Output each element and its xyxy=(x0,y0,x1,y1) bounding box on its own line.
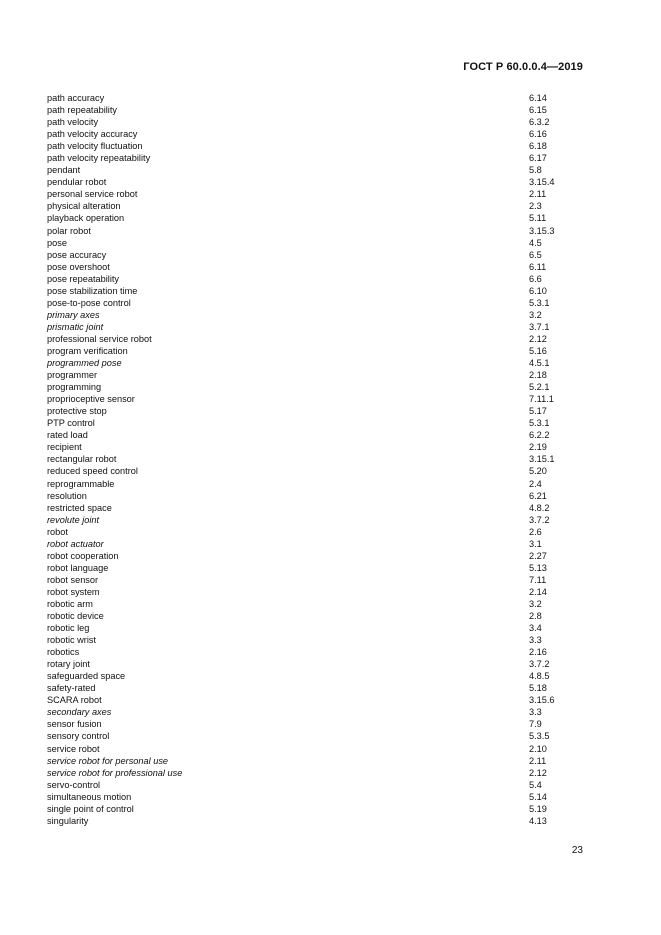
index-reference: 5.17 xyxy=(529,406,547,417)
index-entry xyxy=(47,465,587,477)
index-term: pose-to-pose control xyxy=(47,297,131,308)
index-term: pose xyxy=(47,237,67,248)
index-term: rotary joint xyxy=(47,659,90,670)
index-entry xyxy=(47,249,587,261)
index-entry xyxy=(47,152,587,164)
index-term: path accuracy xyxy=(47,93,105,103)
index-reference: 2.12 xyxy=(529,767,547,778)
index-term: robotic device xyxy=(47,611,104,622)
index-term: robotics xyxy=(47,647,80,658)
index-reference: 2.18 xyxy=(529,370,547,381)
index-reference: 6.17 xyxy=(529,153,547,164)
index-entry xyxy=(47,116,587,128)
index-entry xyxy=(47,285,587,297)
index-term: singularity xyxy=(47,815,89,826)
index-reference: 6.3.2 xyxy=(529,117,550,128)
index-term: robot system xyxy=(47,586,100,597)
index-reference: 3.2 xyxy=(529,598,542,609)
index-term: path velocity xyxy=(47,117,99,128)
index-entry xyxy=(47,393,587,405)
index-reference: 2.16 xyxy=(529,647,547,658)
page-number: 23 xyxy=(571,845,583,856)
index-reference: 3.15.4 xyxy=(529,177,555,188)
index-entry xyxy=(47,502,587,514)
index-entry xyxy=(47,369,587,381)
index-entry xyxy=(47,562,587,574)
index-term: reprogrammable xyxy=(47,478,115,489)
index-term: sensory control xyxy=(47,731,110,742)
index-term: safeguarded space xyxy=(47,671,126,682)
index-reference: 6.5 xyxy=(529,249,542,260)
index-term: service robot for personal use xyxy=(47,755,169,766)
index-entry xyxy=(47,755,587,767)
index-term: secondary axes xyxy=(47,707,112,718)
index-term: service robot for professional use xyxy=(47,767,183,778)
index-entry xyxy=(47,634,587,646)
index-reference: 2.11 xyxy=(529,755,547,766)
index-reference: 4.5 xyxy=(529,237,542,248)
index-reference: 5.3.5 xyxy=(529,731,550,742)
index-entry xyxy=(47,743,587,755)
index-reference: 2.4 xyxy=(529,478,542,489)
index-term: prismatic joint xyxy=(47,321,104,332)
index-term: restricted space xyxy=(47,502,112,513)
index-entry xyxy=(47,682,587,694)
index-entry xyxy=(47,237,587,249)
index-entry xyxy=(47,478,587,490)
index-reference: 6.16 xyxy=(529,129,547,140)
index-term: path velocity fluctuation xyxy=(47,141,143,152)
index-reference: 6.10 xyxy=(529,285,547,296)
index-entry xyxy=(47,586,587,598)
index-term: program verification xyxy=(47,345,128,356)
index-term: pose accuracy xyxy=(47,249,107,260)
index-reference: 4.8.5 xyxy=(529,671,550,682)
index-term: professional service robot xyxy=(47,333,152,344)
index-entry xyxy=(47,803,587,815)
index-entry xyxy=(47,164,587,176)
index-reference: 3.4 xyxy=(529,623,542,634)
index-term: path velocity repeatability xyxy=(47,153,151,164)
index-entry xyxy=(47,417,587,429)
index-term: programmer xyxy=(47,370,98,381)
index-reference: 5.3.1 xyxy=(529,418,550,429)
index-reference: 5.14 xyxy=(529,791,547,802)
index-term: reduced speed control xyxy=(47,466,138,477)
index-term: sensor fusion xyxy=(47,719,102,730)
index-reference: 3.1 xyxy=(529,538,542,549)
index-entry xyxy=(47,261,587,273)
index-reference: 3.7.2 xyxy=(529,514,550,525)
index-reference: 6.2.2 xyxy=(529,430,550,441)
index-entry xyxy=(47,429,587,441)
index-entry xyxy=(47,273,587,285)
index-term: robot sensor xyxy=(47,574,99,585)
index-term: SCARA robot xyxy=(47,695,102,706)
index-term: simultaneous motion xyxy=(47,791,132,802)
index-term: path repeatability xyxy=(47,105,117,116)
index-entry xyxy=(47,453,587,465)
index-entry xyxy=(47,598,587,610)
index-term: resolution xyxy=(47,490,87,501)
index-term: recipient xyxy=(47,442,82,453)
index-reference: 4.8.2 xyxy=(529,502,550,513)
index-term: rated load xyxy=(47,430,88,441)
index-entry xyxy=(47,200,587,212)
index-reference: 4.5.1 xyxy=(529,358,550,369)
index-reference: 3.2 xyxy=(529,309,542,320)
index-reference: 5.18 xyxy=(529,683,547,694)
index-entry xyxy=(47,212,587,224)
index-reference: 7.11 xyxy=(529,574,547,585)
index-reference: 3.15.6 xyxy=(529,695,555,706)
index-term: pose stabilization time xyxy=(47,285,138,296)
index-entry xyxy=(47,140,587,152)
index-entry xyxy=(47,815,587,827)
index-entry xyxy=(47,730,587,742)
index-entry xyxy=(47,791,587,803)
index-reference: 2.10 xyxy=(529,743,547,754)
index-term: pendant xyxy=(47,165,81,176)
index-term: robotic arm xyxy=(47,598,93,609)
index-reference: 3.15.1 xyxy=(529,454,555,465)
index-reference: 6.15 xyxy=(529,105,547,116)
index-entry xyxy=(47,309,587,321)
index-entry xyxy=(47,225,587,237)
index-term: PTP control xyxy=(47,418,95,429)
index-reference: 6.18 xyxy=(529,141,547,152)
index-entry xyxy=(47,381,587,393)
index-reference: 5.4 xyxy=(529,779,542,790)
index-term: pendular robot xyxy=(47,177,107,188)
index-reference: 2.3 xyxy=(529,201,542,212)
index-reference: 5.19 xyxy=(529,803,547,814)
index-reference: 6.11 xyxy=(529,261,547,272)
index-term: polar robot xyxy=(47,225,91,236)
index-term: protective stop xyxy=(47,406,107,417)
index-reference: 2.27 xyxy=(529,550,547,561)
index-term: personal service robot xyxy=(47,189,138,200)
index-entry xyxy=(47,538,587,550)
index-term: revolute joint xyxy=(47,514,100,525)
index-term: programming xyxy=(47,382,102,393)
index-term: programmed pose xyxy=(47,358,122,369)
index-entry xyxy=(47,321,587,333)
index-reference: 7.9 xyxy=(529,719,542,730)
index-entry xyxy=(47,767,587,779)
index-reference: 6.6 xyxy=(529,273,542,284)
index-reference: 5.16 xyxy=(529,345,547,356)
index-term: rectangular robot xyxy=(47,454,117,465)
index-reference: 7.11.1 xyxy=(529,394,554,405)
index-reference: 3.3 xyxy=(529,635,542,646)
index-term: safety-rated xyxy=(47,683,96,694)
index-reference: 2.14 xyxy=(529,586,547,597)
index-term: pose repeatability xyxy=(47,273,120,284)
index-entry xyxy=(47,297,587,309)
index-reference: 6.14 xyxy=(529,93,547,103)
index-term: robot cooperation xyxy=(47,550,119,561)
index-term: robot actuator xyxy=(47,538,104,549)
index-entry xyxy=(47,526,587,538)
index-reference: 5.13 xyxy=(529,562,547,573)
index-term: servo-control xyxy=(47,779,101,790)
index-entry xyxy=(47,610,587,622)
index-term: proprioceptive sensor xyxy=(47,394,135,405)
index-reference: 5.8 xyxy=(529,165,542,176)
index-entry xyxy=(47,128,587,140)
index-entry xyxy=(47,550,587,562)
index-entry xyxy=(47,514,587,526)
index-reference: 5.11 xyxy=(529,213,547,224)
index-term: service robot xyxy=(47,743,100,754)
index-entry xyxy=(47,345,587,357)
index-reference: 3.7.1 xyxy=(529,321,550,332)
index-entry xyxy=(47,718,587,730)
index-entry xyxy=(47,694,587,706)
index-reference: 5.3.1 xyxy=(529,297,550,308)
index-entry xyxy=(47,333,587,345)
index-entry xyxy=(47,622,587,634)
index-entry xyxy=(47,490,587,502)
index-term: pose overshoot xyxy=(47,261,110,272)
index-entry xyxy=(47,357,587,369)
index-reference: 5.2.1 xyxy=(529,382,550,393)
index-reference: 4.13 xyxy=(529,815,547,826)
index-entry xyxy=(47,188,587,200)
index-term: physical alteration xyxy=(47,201,121,212)
index-entry xyxy=(47,670,587,682)
index-reference: 3.7.2 xyxy=(529,659,550,670)
index-entry xyxy=(47,574,587,586)
index-reference: 3.15.3 xyxy=(529,225,555,236)
index-reference: 2.12 xyxy=(529,333,547,344)
document-header xyxy=(463,61,583,73)
index-term: robot language xyxy=(47,562,109,573)
index-term: primary axes xyxy=(47,309,100,320)
index-entry xyxy=(47,176,587,188)
alphabetical-index xyxy=(47,92,587,827)
index-entry xyxy=(47,104,587,116)
index-entry xyxy=(47,779,587,791)
index-reference: 6.21 xyxy=(529,490,547,501)
index-reference: 2.8 xyxy=(529,611,542,622)
index-entry xyxy=(47,658,587,670)
index-entry xyxy=(47,706,587,718)
index-entry xyxy=(47,92,587,104)
index-reference: 3.3 xyxy=(529,707,542,718)
index-reference: 2.6 xyxy=(529,526,542,537)
index-entry xyxy=(47,441,587,453)
index-reference: 5.20 xyxy=(529,466,547,477)
index-reference: 2.11 xyxy=(529,189,547,200)
index-entry xyxy=(47,405,587,417)
index-entry xyxy=(47,646,587,658)
index-reference: 2.19 xyxy=(529,442,547,453)
index-term: single point of control xyxy=(47,803,134,814)
index-term: playback operation xyxy=(47,213,125,224)
index-term: robotic leg xyxy=(47,623,90,634)
index-term: robotic wrist xyxy=(47,635,97,646)
index-term: robot xyxy=(47,526,68,537)
index-term: path velocity accuracy xyxy=(47,129,138,140)
standard-number: ГОСТ Р 60.0.0.4—2019 xyxy=(463,61,583,73)
